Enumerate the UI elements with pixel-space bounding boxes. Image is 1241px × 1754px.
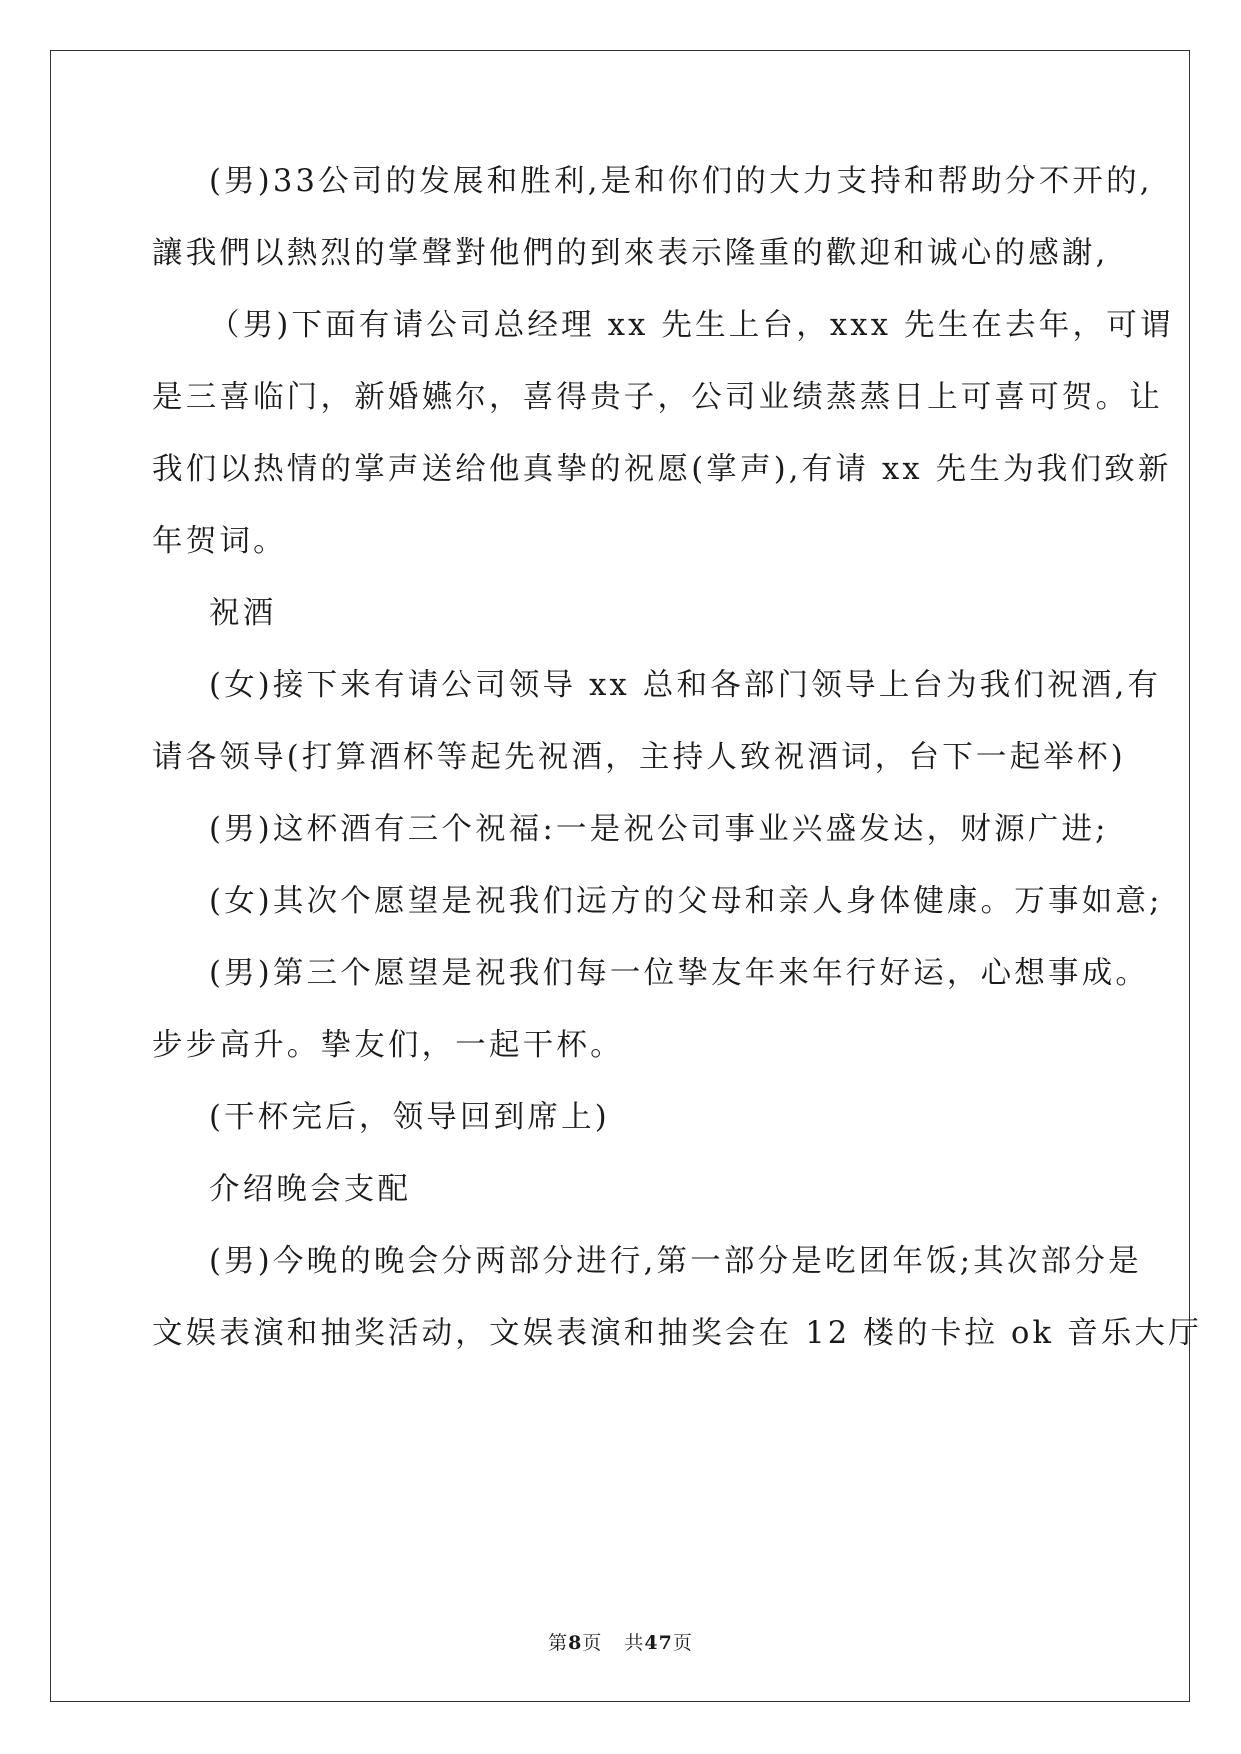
page-number: 8 (568, 1632, 583, 1654)
paragraph-line: （男)下面有请公司总经理 xx 先生上台，xxx 先生在去年，可谓 (209, 308, 1174, 343)
paragraph-line: 讓我們以熱烈的掌聲對他們的到來表示隆重的歡迎和诚心的感謝, (152, 236, 1109, 271)
paragraph-line: 文娱表演和抽奖活动，文娱表演和抽奖会在 12 楼的卡拉 ok 音乐大厅 (152, 1316, 1202, 1351)
paragraph-line: (女)其次个愿望是祝我们远方的父母和亲人身体健康。万事如意; (209, 884, 1163, 919)
section-heading: 介绍晚会支配 (209, 1172, 412, 1207)
paragraph-line: (男)第三个愿望是祝我们每一位挚友年来年行好运，心想事成。 (209, 956, 1150, 991)
total-prefix: 共 (624, 1632, 645, 1654)
page-prefix: 第 (548, 1632, 569, 1654)
total-suffix: 页 (672, 1632, 693, 1654)
section-heading: 祝酒 (209, 596, 277, 631)
paragraph-line: (干杯完后，领导回到席上) (209, 1100, 610, 1135)
paragraph-line: 请各领导(打算酒杯等起先祝酒，主持人致祝酒词，台下一起举杯) (152, 740, 1126, 775)
paragraph-line: (男)这杯酒有三个祝福:一是祝公司事业兴盛发达，财源广进; (209, 812, 1109, 847)
paragraph-line: 步步高升。挚友们，一起干杯。 (152, 1028, 624, 1063)
page-frame (50, 50, 1190, 1702)
paragraph-line: 年贺词。 (152, 524, 287, 559)
paragraph-line: (女)接下来有请公司领导 xx 总和各部门领导上台为我们祝酒,有 (209, 668, 1162, 703)
paragraph-line: (男)33公司的发展和胜利,是和你们的大力支持和帮助分不开的, (209, 164, 1153, 199)
page-suffix: 页 (582, 1632, 603, 1654)
total-pages: 47 (644, 1632, 673, 1654)
paragraph-line: 我们以热情的掌声送给他真挚的祝愿(掌声),有请 xx 先生为我们致新 (152, 452, 1172, 487)
paragraph-line: 是三喜临门，新婚嬿尔，喜得贵子，公司业绩蒸蒸日上可喜可贺。让 (152, 380, 1163, 415)
page-footer (0, 1630, 1241, 1656)
paragraph-line: (男)今晚的晚会分两部分进行,第一部分是吃团年饭;其次部分是 (209, 1244, 1142, 1279)
